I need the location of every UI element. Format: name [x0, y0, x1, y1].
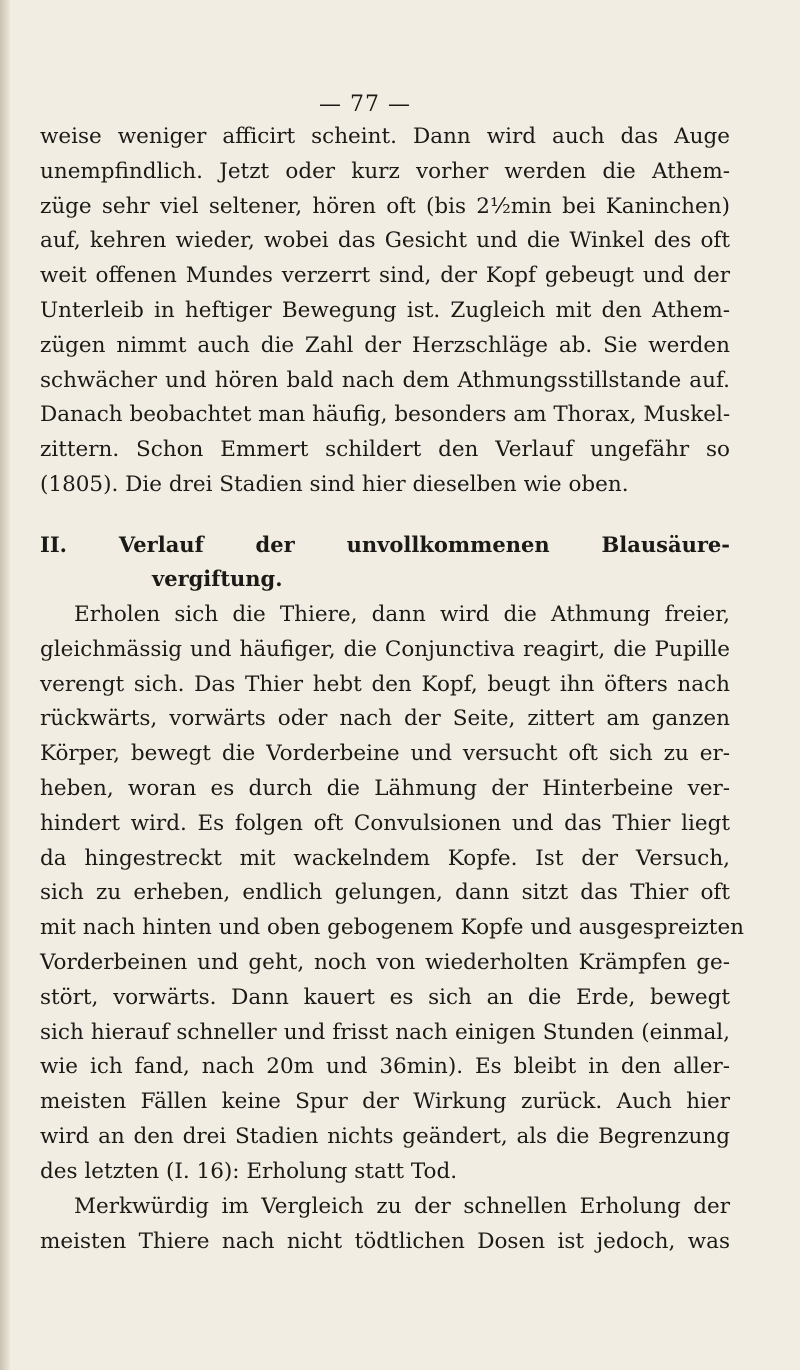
paragraph-1 [40, 120, 730, 503]
page-edge-shadow [0, 0, 10, 1370]
text-line: meisten Fällen keine Spur der Wirkung zurück. Auch hier [40, 1089, 730, 1115]
text-line: zügen nimmt auch die Zahl der Herzschläge ab. Sie werden [40, 332, 730, 358]
section-heading [40, 528, 730, 596]
text-line: sich zu erheben, endlich gelungen, dann sitzt das Thier oft [40, 880, 730, 906]
text-line: sich hierauf schneller und frisst nach einigen Stunden (einmal, [40, 1019, 730, 1045]
text-line: da hingestreckt mit wackelndem Kopfe. Ist der Versuch, [40, 845, 730, 871]
text-line: schwächer und hören bald nach dem Athmungsstillstande auf. [40, 367, 730, 393]
text-line: rückwärts, vorwärts oder nach der Seite, zittert am ganzen [40, 706, 730, 732]
text-line: hindert wird. Es folgen oft Convulsionen und das Thier liegt [40, 810, 730, 836]
text-line: Körper, bewegt die Vorderbeine und versucht oft sich zu er- [40, 741, 730, 767]
text-line: heben, woran es durch die Lähmung der Hinterbeine ver- [40, 775, 730, 801]
text-line: auf, kehren wieder, wobei das Gesicht und die Winkel des oft [40, 228, 730, 254]
text-line: (1805). Die drei Stadien sind hier dieselben wie oben. [40, 471, 629, 497]
section-heading-line: vergiftung. [152, 566, 283, 591]
text-line: meisten Thiere nach nicht tödtlichen Dosen ist jedoch, was [40, 1228, 730, 1254]
text-line: Erholen sich die Thiere, dann wird die Athmung freier, [74, 602, 730, 627]
text-line: verengt sich. Das Thier hebt den Kopf, beugt ihn öfters nach [40, 671, 730, 697]
text-line: Vorderbeinen und geht, noch von wiederholten Krämpfen ge- [40, 949, 730, 975]
page-number: — 77 — [319, 92, 411, 117]
text-line: wie ich fand, nach 20m und 36min). Es bleibt in den aller- [40, 1054, 730, 1080]
text-line: gleichmässig und häufiger, die Conjunctiva reagirt, die Pupille [40, 636, 730, 662]
text-line: Merkwürdig im Vergleich zu der schnellen Erholung der [74, 1194, 730, 1219]
text-line: wird an den drei Stadien nichts geändert, als die Begrenzung [40, 1123, 730, 1149]
text-line: weit offenen Mundes verzerrt sind, der Kopf gebeugt und der [40, 263, 730, 289]
text-line: weise weniger afficirt scheint. Dann wird auch das Auge [40, 124, 730, 149]
text-line: zittern. Schon Emmert schildert den Verlauf ungefähr so [40, 437, 730, 463]
text-line: Unterleib in heftiger Bewegung ist. Zugleich mit den Athem- [40, 297, 730, 323]
text-line: züge sehr viel seltener, hören oft (bis 2½min bei Kaninchen) [40, 193, 730, 219]
text-line: unempfindlich. Jetzt oder kurz vorher werden die Athem- [40, 158, 730, 184]
section-heading-line: II. Verlauf der unvollkommenen Blausäure- [40, 532, 730, 557]
text-line: mit nach hinten und oben gebogenem Kopfe und ausgespreizten [40, 915, 745, 941]
paragraph-3 [40, 1190, 730, 1260]
paragraph-2 [40, 598, 745, 1190]
text-line: des letzten (I. 16): Erholung statt Tod. [40, 1158, 458, 1184]
text-line: stört, vorwärts. Dann kauert es sich an die Erde, bewegt [40, 984, 730, 1010]
text-line: Danach beobachtet man häufig, besonders am Thorax, Muskel- [40, 402, 731, 428]
